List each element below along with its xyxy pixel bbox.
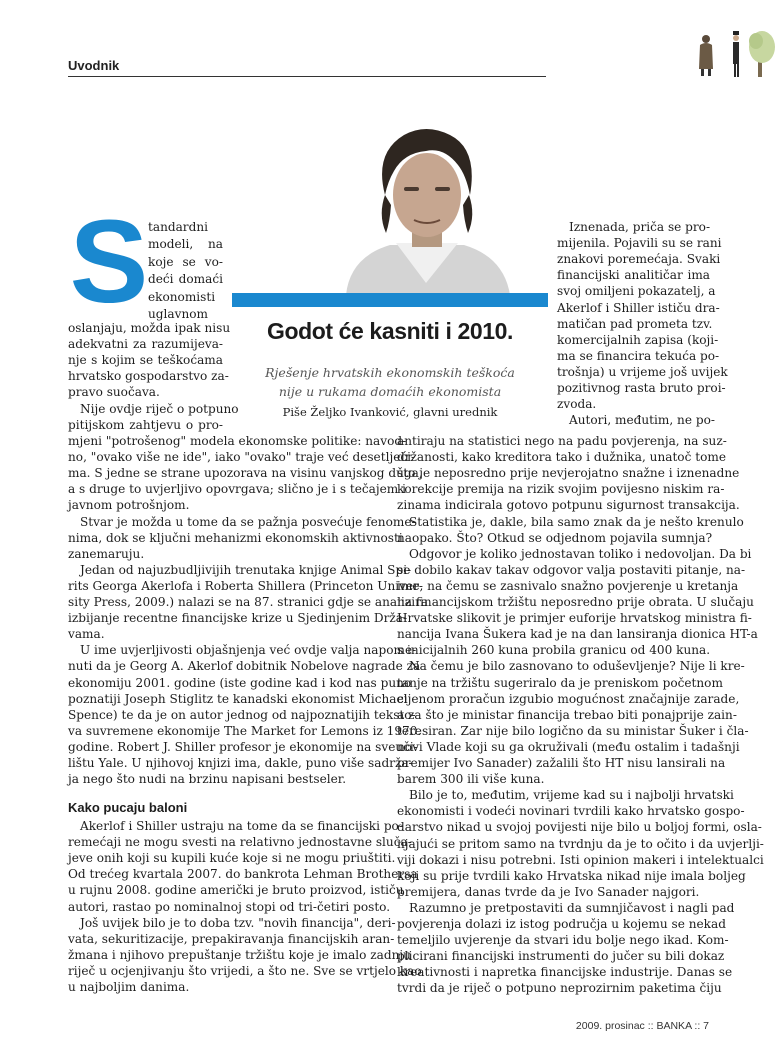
text-line: premijer Ivo Sanader) zažalili što HT nisu lansirali na bbox=[397, 756, 726, 770]
text-line: ekonomisti i vodeći novinari tvrdili kako hrvatsko gospo- bbox=[397, 804, 745, 819]
drop-cap: S bbox=[69, 196, 149, 328]
text-line: komercijalnih zapisa (koji- bbox=[557, 332, 719, 347]
text-line: no, "ovako više ne ide", iako "ovako" traje već desetljeći- bbox=[68, 450, 416, 465]
text-line: matičan pad prometa tzv. bbox=[557, 316, 713, 331]
text-line: Jedan od najuzbudljivijih trenutaka knjige Animal Spi- bbox=[80, 562, 412, 577]
text-line: ime, na čemu se zasnivalo snažno povjerenje u kretanja bbox=[397, 578, 739, 593]
text-line: pitijskom zahtjevu o pro- bbox=[68, 417, 223, 432]
text-line: a za što je ministar financija trebao biti ponajprije zain- bbox=[397, 707, 737, 722]
text-line: va suvremene ekonomije The Market for Lemons iz 1970. bbox=[68, 723, 422, 738]
text-line: remećaji ne mogu svesti na relativno jednostavne sluča- bbox=[68, 835, 412, 850]
text-line: se dobilo kakav takav odgovor valja postaviti pitanje, na- bbox=[397, 562, 746, 577]
text-line: nje s kojim se teškoćama bbox=[68, 353, 223, 368]
text-line: Hrvatske slikovit je primjer euforije hrvatskog ministra fi- bbox=[397, 611, 752, 626]
text-line: godine. Robert J. Shiller profesor je ekonomije na sveuči- bbox=[68, 739, 418, 754]
article-subtitle bbox=[232, 363, 548, 401]
text-line: trošnja) u vrijeme još uvijek bbox=[557, 364, 728, 379]
text-line: ma se financira tekuća po- bbox=[557, 348, 720, 363]
subtitle-line: nije u rukama domaćih ekonomista bbox=[278, 384, 502, 399]
text-line: svoj omiljeni pokazatelj, a bbox=[557, 284, 716, 299]
text-line: povjerenja dolazi iz istog područja u kojemu se nekad bbox=[397, 917, 726, 931]
decorative-figures bbox=[692, 25, 775, 80]
text-line: Nije ovdje riječ o potpuno bbox=[80, 401, 239, 416]
text-line: javnom potrošnjom. bbox=[68, 498, 190, 513]
text-line: zinama indicirala gotovo potpunu sigurnost transakcija. bbox=[397, 498, 740, 513]
title-accent-bar bbox=[232, 293, 548, 307]
text-line: barem 300 ili više kuna. bbox=[397, 772, 545, 787]
text-line: darstvo nikad u svojoj povijesti nije bilo u boljoj formi, osla- bbox=[397, 820, 762, 835]
text-line: Bilo je to, međutim, vrijeme kad su i najbolji hrvatski bbox=[409, 788, 734, 803]
text-line: što je neposredno prije nevjerojatno snažne i iznenadne bbox=[397, 466, 740, 481]
text-line: znakovi poremećaja. Svaki bbox=[557, 252, 721, 267]
text-line: zanemaruju. bbox=[68, 546, 145, 561]
text-line: kreativnosti i napretka financijske industrije. Danas se bbox=[397, 965, 733, 980]
text-line: u rujnu 2008. godine američki je bruto proizvod, ističu bbox=[68, 883, 404, 898]
text-line: nuti da je Georg A. Akerlof dobitnik Nobelove nagrade za bbox=[68, 659, 421, 674]
text-line: ekonomisti bbox=[148, 289, 216, 304]
text-line: viji dokazi i nisu potrebni. Isti opinion makeri i intelektualci bbox=[397, 852, 764, 867]
text-line: financijski analitičar ima bbox=[557, 268, 710, 283]
text-line: teresiran. Zar nije bilo logično da su ministar Šuker i čla- bbox=[397, 723, 749, 738]
text-line: tandardni bbox=[148, 220, 208, 234]
text-line: modeli, na bbox=[148, 237, 223, 252]
section-subheading: Kako pucaju baloni bbox=[68, 800, 188, 815]
text-line: poznatiji Joseph Stiglitz te kanadski ekonomist Michael bbox=[68, 691, 408, 706]
text-line: lištu Yale. U njihovoj knjizi ima, dakle, puno više sadrža- bbox=[68, 756, 413, 770]
text-line: tanje na tržištu sugeriralo da je preniskom početnom bbox=[397, 675, 723, 690]
text-line: naopako. Što? Otkud se odjednom pojavila sumnja? bbox=[397, 530, 713, 545]
text-line: mijenila. Pojavili su se rani bbox=[557, 236, 722, 251]
text-line: Akerlof i Shiller ustraju na tome da se financijski po- bbox=[80, 819, 403, 833]
text-line: koji su prije tvrdili kako Hrvatska nikad nije imala boljeg bbox=[397, 868, 746, 883]
text-line: antiraju na statistici nego na padu povjerenja, na suz- bbox=[397, 434, 727, 448]
text-line: premijera, danas tvrde da je Ivo Sanader najgori. bbox=[397, 884, 700, 899]
text-line: Statistika je, dakle, bila samo znak da je nešto krenulo bbox=[409, 514, 744, 529]
text-line: nancija Ivana Šukera kad je na dan lansiranja dionica HT-a bbox=[397, 627, 758, 642]
text-line: na financijskom tržištu neposredno prije obrata. U slučaju bbox=[397, 595, 754, 609]
text-line: sity Press, 2009.) nalazi se na 87. stranici gdje se analizira bbox=[68, 595, 429, 609]
text-line: držanosti, kako kreditora tako i dužnika, unatoč tome bbox=[397, 450, 726, 465]
section-label: Uvodnik bbox=[68, 58, 120, 73]
text-line: Autori, međutim, ne po- bbox=[569, 413, 715, 428]
text-line: Iznenada, priča se pro- bbox=[569, 220, 711, 234]
text-line: zvoda. bbox=[557, 397, 597, 412]
people-and-tree-illustration bbox=[692, 25, 775, 80]
text-line: Stvar je možda u tome da se pažnja posvećuje fenome- bbox=[80, 514, 416, 529]
text-line: Spence) te da je on autor jednog od najpoznatijih teksto- bbox=[68, 707, 416, 722]
text-line: Još uvijek bilo je to doba tzv. "novih financija", deri- bbox=[80, 915, 396, 930]
text-line: Razumno je pretpostaviti da sumnjičavost i nagli pad bbox=[409, 900, 735, 915]
text-line: cijenom proračun izgubio mogućnost značajnije zarade, bbox=[397, 691, 740, 706]
article-byline: Piše Željko Ivanković, glavni urednik bbox=[282, 405, 498, 419]
text-line: vata, sekuritizacije, prepakiravanja financijskih aran- bbox=[68, 931, 395, 946]
text-line: U ime uvjerljivosti objašnjenja već ovdje valja napome- bbox=[80, 643, 417, 658]
text-line: novi Vlade koji su ga okruživali (među ostalim i tadašnji bbox=[397, 739, 740, 754]
text-line: pozitivnog rasta bruto proi- bbox=[557, 381, 726, 395]
page-footer: 2009. prosinac :: BANKA :: 7 bbox=[575, 1020, 709, 1032]
text-line: korekcije premija na rizik svojim povijesno niskim ra- bbox=[397, 482, 725, 497]
text-line: tvrdi da je riječ o potpuno neprozirnim paketima čiju bbox=[397, 981, 722, 996]
text-line: temeljilo uvjerenje da stvari idu bolje nego ikad. Kom- bbox=[397, 933, 729, 948]
text-line: s inicijalnih 260 kuna probila granicu od 400 kuna. bbox=[397, 643, 711, 658]
text-line: rits Georga Akerlofa i Roberta Shillera (Princeton Univer- bbox=[68, 578, 423, 593]
text-line: uglavnom bbox=[148, 307, 208, 321]
text-line: žmana i njihovo prepuštanje tržištu koje je imalo zadnju bbox=[68, 947, 411, 962]
section-divider bbox=[68, 76, 546, 77]
subtitle-line: Rješenje hrvatskih ekonomskih teškoća bbox=[265, 365, 515, 380]
text-line: riječ u ocjenjivanju što vrijedi, a što ne. Sve se vrtjelo kao bbox=[68, 963, 422, 978]
text-line: vama. bbox=[68, 627, 105, 642]
text-line: Od trećeg kvartala 2007. do bankrota Lehman Brothersa bbox=[68, 867, 418, 882]
text-line: ekonomiju 2001. godine (iste godine kad i kod nas puno bbox=[68, 675, 412, 690]
text-line: autori, rastao po nominalnoj stopi od tri-četiri posto. bbox=[68, 899, 391, 914]
text-line: a s druge to uvjerljivo opovrgava; slično je i s tečajem i bbox=[68, 482, 406, 497]
text-line: Akerlof i Shiller ističu dra- bbox=[557, 300, 720, 315]
text-line: ma. S jedne se strane upozorava na visinu vanjskog duga, bbox=[68, 466, 423, 481]
text-line: jeve onih koji su kupili kuće koje si ne mogu priuštiti. bbox=[68, 851, 396, 866]
text-line: plicirani financijski instrumenti do jučer su bili dokaz bbox=[397, 949, 725, 964]
text-line: izbijanje recentne financijske krize u Sjedinjenim Drža- bbox=[68, 611, 408, 626]
text-line: mjeni "potrošenog" modela ekonomske politike: navod- bbox=[68, 434, 407, 448]
text-line: adekvatni za razumijeva- bbox=[68, 337, 223, 352]
text-line: koje se vo- bbox=[148, 254, 223, 269]
text-line: Odgovor je koliko jednostavan toliko i nedovoljan. Da bi bbox=[409, 546, 752, 561]
text-line: njajući se pritom samo na tvrdnju da je to očito i da uvjerlji- bbox=[397, 836, 764, 851]
text-line: ja nego što nudi na brzinu napisani bestseler. bbox=[68, 772, 347, 787]
text-line: oslanjaju, možda ipak nisu bbox=[68, 321, 231, 335]
text-line: Na čemu je bilo zasnovano to oduševljenje? Nije li kre- bbox=[409, 659, 745, 674]
text-line: pravo suočava. bbox=[68, 385, 160, 400]
text-line: hrvatsko gospodarstvo za- bbox=[68, 369, 229, 384]
author-portrait bbox=[338, 125, 516, 295]
text-line: deći domaći bbox=[148, 272, 223, 287]
portrait-photo bbox=[338, 125, 516, 295]
text-line: nima, dok se ključni mehanizmi ekonomskih aktivnosti bbox=[68, 530, 403, 545]
text-line: u najboljim danima. bbox=[68, 980, 190, 994]
article-title: Godot će kasniti i 2010. bbox=[266, 318, 514, 344]
